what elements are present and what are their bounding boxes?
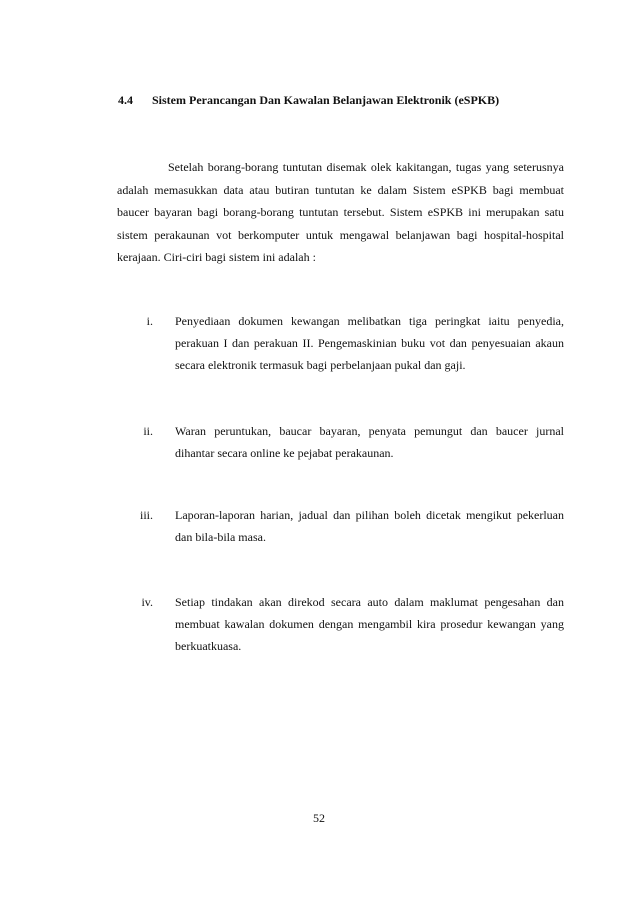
list-item-text: Laporan-laporan harian, jadual dan pilihan boleh dicetak mengikut pekerluan dan bila-bila masa. — [175, 508, 564, 544]
section-number: 4.4 — [118, 93, 133, 107]
list-item-text: Penyediaan dokumen kewangan melibatkan tiga peringkat iaitu penyedia, perakuan I dan perakuan II. Pengemaskinian buku vot dan penyesuaian akaun secara elektronik termasuk bagi perbelanjaan pukal dan gaji. — [175, 314, 564, 372]
list-marker: iv. — [141, 595, 153, 609]
list-item-text: Setiap tindakan akan direkod secara auto dalam maklumat pengesahan dan membuat kawalan dokumen dengan mengambil kira prosedur kewangan yang berkuatkuasa. — [175, 595, 564, 653]
page-number: 52 — [313, 811, 325, 825]
list-marker: ii. — [143, 424, 153, 438]
list-marker: iii. — [139, 508, 153, 522]
intro-paragraph: Setelah borang-borang tuntutan disemak olek kakitangan, tugas yang seterusnya adalah memasukkan data atau butiran tuntutan ke dalam Sistem eSPKB bagi membuat baucer bayaran bagi borang-borang tuntutan tersebut. Sistem eSPKB ini merupakan satu sistem perakaunan vot berkomputer untuk mengawal belanjawan bagi hospital-hospital kerajaan. Ciri-ciri bagi sistem ini adalah : — [117, 160, 564, 264]
section-title: Sistem Perancangan Dan Kawalan Belanjawan Elektronik (eSPKB) — [152, 93, 500, 107]
list-item-text: Waran peruntukan, baucar bayaran, penyata pemungut dan baucer jurnal dihantar secara online ke pejabat perakaunan. — [175, 424, 564, 460]
list-marker: i. — [146, 314, 153, 328]
section-heading — [118, 92, 588, 108]
